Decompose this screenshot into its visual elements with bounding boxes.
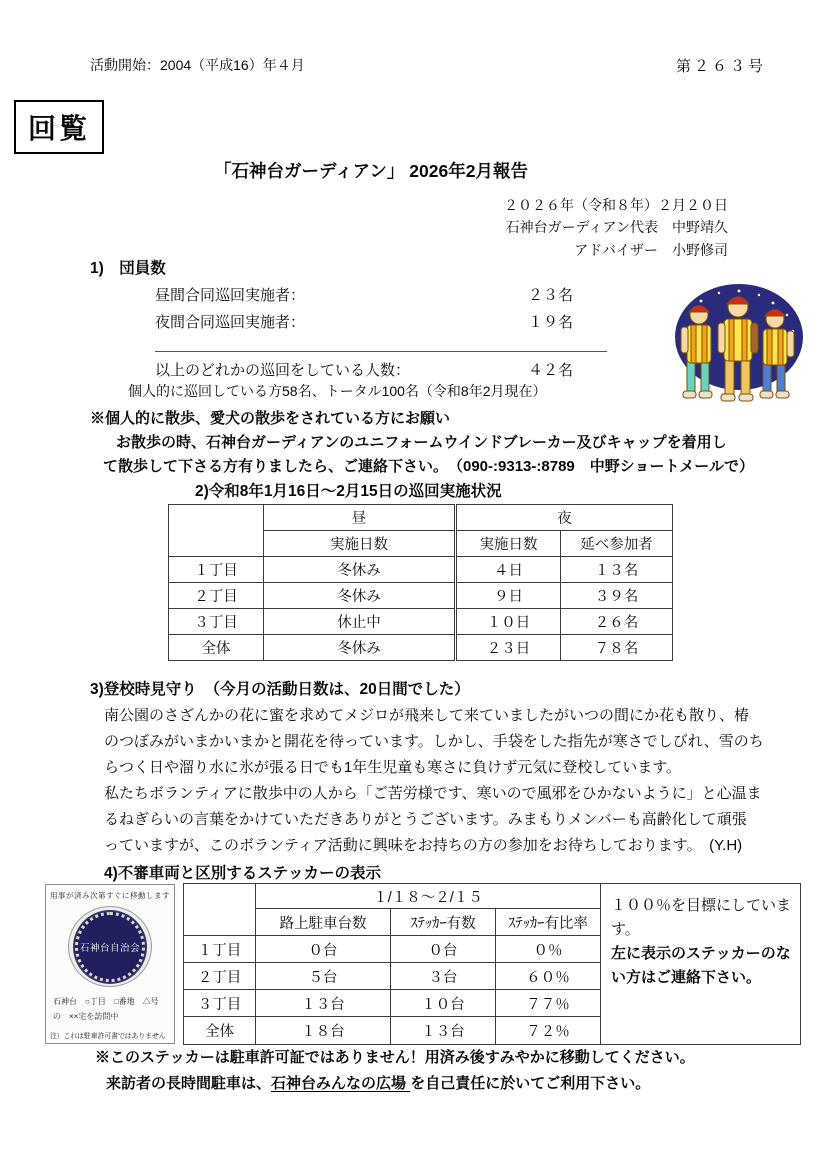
individual-patrol-note: 個人的に巡回している方58名、トータル100名（令和8年2月現在） [128, 383, 547, 399]
period-header: １/１８～２/１５ [256, 884, 601, 909]
with-sticker-cell: ３台 [391, 963, 496, 990]
total-patrol-label: 以上のどれかの巡回をしている人数： [155, 362, 411, 379]
night-participants-cell: １３名 [561, 557, 673, 583]
area-cell: 全体 [169, 635, 264, 661]
parked-cell: １３台 [256, 990, 391, 1017]
night-patrol-drawing [661, 281, 817, 407]
paragraph-line: のつぼみがいまかいまかと開花を待っています。しかし、手袋をした指先が寒さでしびれ、雪のち [104, 733, 764, 750]
night-patrol-count: １９名 [528, 314, 574, 331]
walk-request-contact: て散歩して下さる方有りましたら、ご連絡下さい。 （090-:9313-:8789 中野ショートメールで） [103, 458, 754, 475]
table-header-row [184, 884, 801, 909]
issue-number: 第２６３号 [676, 58, 767, 75]
visitor-parking-pre: 来訪者の長時間駐車は、 [106, 1075, 272, 1092]
member-count-row [155, 284, 607, 308]
with-sticker-cell: １０台 [391, 990, 496, 1017]
area-cell: ２丁目 [169, 583, 264, 609]
section3-paragraph [104, 703, 822, 859]
night-days-header: 実施日数 [456, 531, 561, 557]
table-header-row [169, 505, 673, 531]
area-cell: 全体 [184, 1017, 256, 1045]
section3-heading: 3)登校時見守り （今月の活動日数は、20日間でした） [90, 681, 470, 698]
day-column-header: 昼 [264, 505, 456, 531]
table-row [169, 557, 673, 583]
day-days-cell: 冬休み [264, 583, 456, 609]
night-days-cell: ４日 [456, 557, 561, 583]
table-row [169, 609, 673, 635]
section4-heading: 4)不審車両と区別するステッカーの表示 [104, 865, 381, 882]
area-cell: ２丁目 [184, 963, 256, 990]
section1-heading: 1) 団員数 [90, 260, 166, 277]
table-row [169, 583, 673, 609]
total-patrol-row [155, 359, 607, 383]
goal-note-bold: 左に表示のステッカーのない方はご連絡下さい。 [611, 945, 791, 986]
visitor-parking-post: を自己責任に於いてご利用下さい。 [410, 1075, 651, 1092]
day-days-cell: 冬休み [264, 635, 456, 661]
patrol-status-table [168, 504, 673, 661]
sticker-address-line2: の ××宅を訪問中 [53, 1011, 119, 1021]
table-row [169, 635, 673, 661]
activity-start-text: 活動開始：2004（平成16）年４月 [90, 57, 305, 73]
sticker-top-text: 用事が済み次第すぐに移動します [50, 891, 170, 900]
patrol-walkers-illustration [661, 281, 817, 407]
day-patrol-count: ２３名 [528, 287, 574, 304]
night-participants-cell: ７８名 [561, 635, 673, 661]
with-sticker-header: ｽﾃｯｶｰ有数 [391, 909, 496, 936]
advisor-name: アドバイザー 小野修司 [574, 241, 728, 258]
night-participants-cell: ２６名 [561, 609, 673, 635]
parked-cell: ０台 [256, 936, 391, 963]
night-days-cell: １０日 [456, 609, 561, 635]
with-sticker-cell: ０台 [391, 936, 496, 963]
plaza-name-underlined: 石神台みんなの広場 [271, 1075, 411, 1092]
walk-request-line: お散歩の時、石神台ガーディアンのユニフォームウインドブレーカー及びキャップを着用し [116, 434, 727, 451]
page-title: 「石神台ガーディアン」 2026年2月報告 [214, 161, 528, 181]
empty-corner-cell [169, 505, 264, 557]
day-days-header: 実施日数 [264, 531, 456, 557]
ratio-cell: ７２％ [496, 1017, 601, 1045]
night-participants-cell: ３９名 [561, 583, 673, 609]
seal-text: 石神台自治会 [79, 942, 140, 954]
area-cell: １丁目 [184, 936, 256, 963]
walk-request-heading: ※個人的に散歩、愛犬の散歩をされている方にお願い [90, 410, 451, 427]
total-patrol-count: ４２名 [528, 362, 574, 379]
section2-heading: 2)令和8年1月16日～2月15日の巡回実施状況 [195, 483, 502, 500]
goal-note-normal: １００％を目標にしています。 [611, 897, 792, 938]
jichikai-seal-ring [68, 906, 152, 987]
night-days-cell: ９日 [456, 583, 561, 609]
sticker-warning-note: ※このステッカーは駐車許可証ではありません！用済み後すみやかに移動してください。 [95, 1049, 695, 1066]
parked-count-header: 路上駐車台数 [256, 909, 391, 936]
subtotal-divider-line [155, 351, 607, 352]
night-days-cell: ２３日 [456, 635, 561, 661]
paragraph-line: るねぎらいの言葉をかけていただきありがとうございます。みまもりメンバーも高齢化して頑張 [104, 811, 747, 828]
goal-note-cell [601, 884, 801, 1045]
area-cell: ３丁目 [169, 609, 264, 635]
representative-name: 石神台ガーディアン代表 中野靖久 [505, 219, 728, 236]
sticker-disclaimer: 注）これは駐車許可書ではありません [50, 1033, 166, 1040]
sticker-ratio-header: ｽﾃｯｶｰ有比率 [496, 909, 601, 936]
report-date: ２０２６年（令和８年）２月２０日 [504, 197, 728, 213]
with-sticker-cell: １３台 [391, 1017, 496, 1045]
ratio-cell: ７７％ [496, 990, 601, 1017]
jichikai-seal [75, 912, 145, 982]
night-participants-header: 延べ参加者 [561, 531, 673, 557]
parked-cell: ５台 [256, 963, 391, 990]
day-patrol-label: 昼間合同巡回実施者： [155, 287, 306, 304]
paragraph-line: 私たちボランティアに散歩中の人から「ご苦労様です、寒いので風邪をひかないように」と心温ま [104, 785, 762, 802]
area-cell: １丁目 [169, 557, 264, 583]
paragraph-line: らつく日や溜り水に氷が張る日でも1年生児童も寒さに負けず元気に登校しています。 [104, 759, 681, 776]
night-patrol-label: 夜間合同巡回実施者： [155, 314, 306, 331]
day-days-cell: 冬休み [264, 557, 456, 583]
sticker-address-lines [50, 995, 170, 1024]
parked-cell: １８台 [256, 1017, 391, 1045]
ratio-cell: ０％ [496, 936, 601, 963]
visitor-parking-note [106, 1072, 650, 1093]
member-count-row [155, 311, 607, 335]
paragraph-line: っていますが、このボランティア活動に興味をお持ちの方の参加をお待ちしております。 (Y.H) [104, 837, 743, 854]
ratio-cell: ６０％ [496, 963, 601, 990]
sticker-address-line1: 石神台 ○丁目 □番地 △号 [53, 997, 159, 1007]
area-cell: ３丁目 [184, 990, 256, 1017]
parking-sticker-image [45, 884, 175, 1044]
byline-block [504, 194, 728, 261]
night-column-header: 夜 [456, 505, 673, 531]
kairan-circulation-stamp: 回覧 [14, 100, 104, 154]
paragraph-line: 南公園のさざんかの花に蜜を求めてメジロが飛来して来ていましたがいつの間にか花も散り、椿 [104, 707, 750, 724]
sticker-stats-table [183, 883, 801, 1045]
empty-corner-cell [184, 884, 256, 936]
day-days-cell: 休止中 [264, 609, 456, 635]
